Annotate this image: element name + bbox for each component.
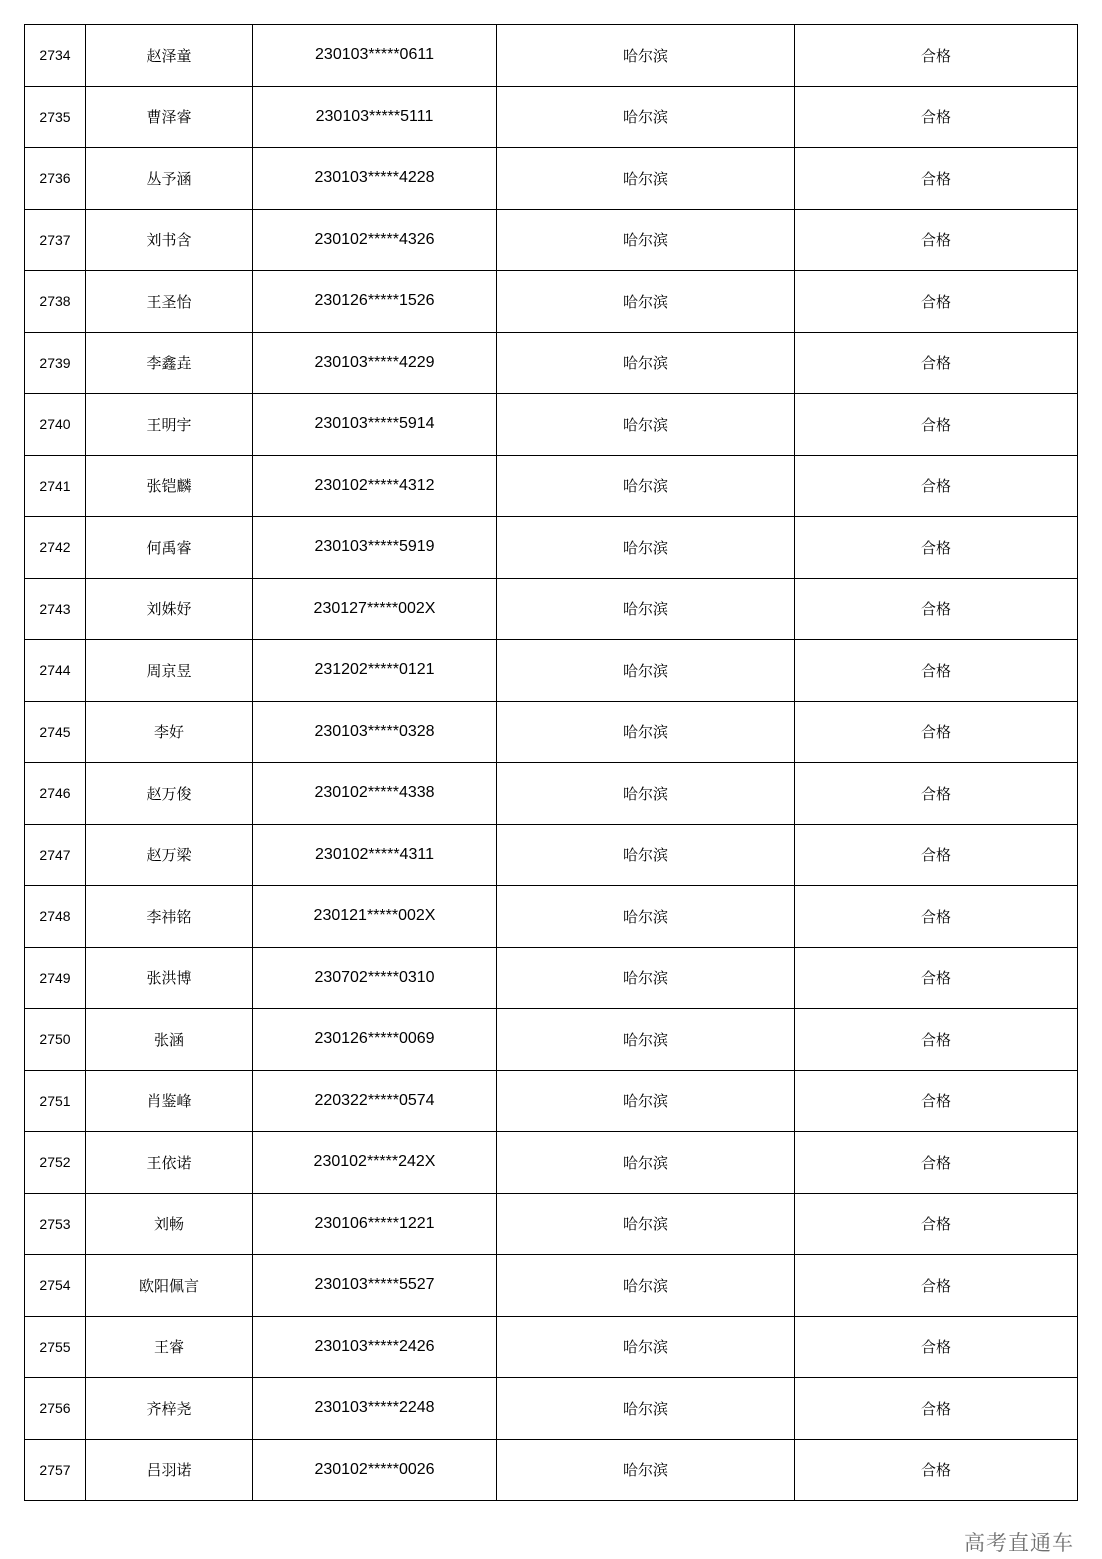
row-number-cell: 2751 <box>25 1070 86 1132</box>
id-number-cell: 230103*****5527 <box>253 1255 497 1317</box>
table-row <box>25 271 1078 333</box>
candidate-name-cell: 何禹睿 <box>86 517 253 579</box>
result-cell: 合格 <box>795 271 1078 333</box>
id-number-cell: 230102*****4312 <box>253 455 497 517</box>
id-number-cell: 220322*****0574 <box>253 1070 497 1132</box>
row-number-cell: 2750 <box>25 1009 86 1071</box>
table-row <box>25 578 1078 640</box>
id-number-cell: 230103*****2426 <box>253 1316 497 1378</box>
row-number-cell: 2738 <box>25 271 86 333</box>
result-cell: 合格 <box>795 209 1078 271</box>
results-table-container <box>24 24 1077 1501</box>
table-row <box>25 947 1078 1009</box>
id-number-cell: 230102*****242X <box>253 1132 497 1194</box>
row-number-cell: 2746 <box>25 763 86 825</box>
candidate-name-cell: 李鑫垚 <box>86 332 253 394</box>
result-cell: 合格 <box>795 517 1078 579</box>
city-cell: 哈尔滨 <box>497 578 795 640</box>
candidate-name-cell: 张洪博 <box>86 947 253 1009</box>
table-row <box>25 455 1078 517</box>
city-cell: 哈尔滨 <box>497 763 795 825</box>
id-number-cell: 230103*****4228 <box>253 148 497 210</box>
row-number-cell: 2737 <box>25 209 86 271</box>
table-row <box>25 25 1078 87</box>
row-number-cell: 2753 <box>25 1193 86 1255</box>
table-row <box>25 886 1078 948</box>
city-cell: 哈尔滨 <box>497 86 795 148</box>
candidate-name-cell: 王睿 <box>86 1316 253 1378</box>
candidate-name-cell: 丛予涵 <box>86 148 253 210</box>
city-cell: 哈尔滨 <box>497 25 795 87</box>
id-number-cell: 230127*****002X <box>253 578 497 640</box>
candidate-name-cell: 刘姝妤 <box>86 578 253 640</box>
candidate-name-cell: 齐梓尧 <box>86 1378 253 1440</box>
table-row <box>25 763 1078 825</box>
table-row <box>25 332 1078 394</box>
result-cell: 合格 <box>795 886 1078 948</box>
result-cell: 合格 <box>795 455 1078 517</box>
result-cell: 合格 <box>795 947 1078 1009</box>
city-cell: 哈尔滨 <box>497 824 795 886</box>
table-row <box>25 1378 1078 1440</box>
candidate-name-cell: 王依诺 <box>86 1132 253 1194</box>
candidate-name-cell: 刘畅 <box>86 1193 253 1255</box>
table-row <box>25 209 1078 271</box>
city-cell: 哈尔滨 <box>497 271 795 333</box>
city-cell: 哈尔滨 <box>497 209 795 271</box>
result-cell: 合格 <box>795 1070 1078 1132</box>
row-number-cell: 2754 <box>25 1255 86 1317</box>
row-number-cell: 2741 <box>25 455 86 517</box>
city-cell: 哈尔滨 <box>497 1009 795 1071</box>
city-cell: 哈尔滨 <box>497 1132 795 1194</box>
row-number-cell: 2736 <box>25 148 86 210</box>
id-number-cell: 230103*****5111 <box>253 86 497 148</box>
table-row <box>25 1316 1078 1378</box>
city-cell: 哈尔滨 <box>497 947 795 1009</box>
candidate-name-cell: 王圣怡 <box>86 271 253 333</box>
candidate-name-cell: 曹泽睿 <box>86 86 253 148</box>
city-cell: 哈尔滨 <box>497 701 795 763</box>
table-row <box>25 1193 1078 1255</box>
city-cell: 哈尔滨 <box>497 640 795 702</box>
id-number-cell: 230126*****1526 <box>253 271 497 333</box>
candidate-name-cell: 赵万梁 <box>86 824 253 886</box>
row-number-cell: 2748 <box>25 886 86 948</box>
id-number-cell: 230126*****0069 <box>253 1009 497 1071</box>
result-cell: 合格 <box>795 701 1078 763</box>
candidate-name-cell: 赵泽童 <box>86 25 253 87</box>
candidate-name-cell: 肖鉴峰 <box>86 1070 253 1132</box>
result-cell: 合格 <box>795 1378 1078 1440</box>
city-cell: 哈尔滨 <box>497 332 795 394</box>
row-number-cell: 2739 <box>25 332 86 394</box>
id-number-cell: 230102*****0026 <box>253 1439 497 1501</box>
result-cell: 合格 <box>795 824 1078 886</box>
candidate-name-cell: 李好 <box>86 701 253 763</box>
row-number-cell: 2747 <box>25 824 86 886</box>
result-cell: 合格 <box>795 1439 1078 1501</box>
id-number-cell: 230103*****0328 <box>253 701 497 763</box>
id-number-cell: 230106*****1221 <box>253 1193 497 1255</box>
result-cell: 合格 <box>795 394 1078 456</box>
city-cell: 哈尔滨 <box>497 1439 795 1501</box>
candidate-name-cell: 刘书含 <box>86 209 253 271</box>
id-number-cell: 230702*****0310 <box>253 947 497 1009</box>
result-cell: 合格 <box>795 25 1078 87</box>
row-number-cell: 2756 <box>25 1378 86 1440</box>
row-number-cell: 2752 <box>25 1132 86 1194</box>
results-table-body <box>25 25 1078 1501</box>
row-number-cell: 2755 <box>25 1316 86 1378</box>
watermark-text: 高考直通车 <box>964 1531 1074 1555</box>
results-table <box>24 24 1078 1501</box>
id-number-cell: 230102*****4311 <box>253 824 497 886</box>
row-number-cell: 2740 <box>25 394 86 456</box>
city-cell: 哈尔滨 <box>497 1378 795 1440</box>
id-number-cell: 230103*****5919 <box>253 517 497 579</box>
city-cell: 哈尔滨 <box>497 455 795 517</box>
result-cell: 合格 <box>795 1193 1078 1255</box>
table-row <box>25 640 1078 702</box>
city-cell: 哈尔滨 <box>497 517 795 579</box>
row-number-cell: 2744 <box>25 640 86 702</box>
row-number-cell: 2735 <box>25 86 86 148</box>
candidate-name-cell: 张铠麟 <box>86 455 253 517</box>
result-cell: 合格 <box>795 763 1078 825</box>
row-number-cell: 2757 <box>25 1439 86 1501</box>
candidate-name-cell: 周京昱 <box>86 640 253 702</box>
table-row <box>25 1070 1078 1132</box>
candidate-name-cell: 欧阳佩言 <box>86 1255 253 1317</box>
table-row <box>25 1439 1078 1501</box>
result-cell: 合格 <box>795 148 1078 210</box>
candidate-name-cell: 李祎铭 <box>86 886 253 948</box>
result-cell: 合格 <box>795 332 1078 394</box>
id-number-cell: 230102*****4338 <box>253 763 497 825</box>
table-row <box>25 824 1078 886</box>
table-row <box>25 148 1078 210</box>
result-cell: 合格 <box>795 578 1078 640</box>
candidate-name-cell: 吕羽诺 <box>86 1439 253 1501</box>
result-cell: 合格 <box>795 1132 1078 1194</box>
id-number-cell: 230102*****4326 <box>253 209 497 271</box>
city-cell: 哈尔滨 <box>497 1255 795 1317</box>
city-cell: 哈尔滨 <box>497 886 795 948</box>
id-number-cell: 230121*****002X <box>253 886 497 948</box>
city-cell: 哈尔滨 <box>497 1070 795 1132</box>
result-cell: 合格 <box>795 1255 1078 1317</box>
table-row <box>25 1009 1078 1071</box>
table-row <box>25 86 1078 148</box>
city-cell: 哈尔滨 <box>497 394 795 456</box>
id-number-cell: 230103*****4229 <box>253 332 497 394</box>
table-row <box>25 701 1078 763</box>
result-cell: 合格 <box>795 640 1078 702</box>
city-cell: 哈尔滨 <box>497 148 795 210</box>
id-number-cell: 230103*****0611 <box>253 25 497 87</box>
table-row <box>25 1132 1078 1194</box>
id-number-cell: 230103*****2248 <box>253 1378 497 1440</box>
row-number-cell: 2745 <box>25 701 86 763</box>
candidate-name-cell: 张涵 <box>86 1009 253 1071</box>
table-row <box>25 517 1078 579</box>
row-number-cell: 2743 <box>25 578 86 640</box>
id-number-cell: 231202*****0121 <box>253 640 497 702</box>
row-number-cell: 2734 <box>25 25 86 87</box>
row-number-cell: 2749 <box>25 947 86 1009</box>
candidate-name-cell: 王明宇 <box>86 394 253 456</box>
row-number-cell: 2742 <box>25 517 86 579</box>
result-cell: 合格 <box>795 1009 1078 1071</box>
candidate-name-cell: 赵万俊 <box>86 763 253 825</box>
table-row <box>25 1255 1078 1317</box>
city-cell: 哈尔滨 <box>497 1193 795 1255</box>
city-cell: 哈尔滨 <box>497 1316 795 1378</box>
result-cell: 合格 <box>795 1316 1078 1378</box>
id-number-cell: 230103*****5914 <box>253 394 497 456</box>
table-row <box>25 394 1078 456</box>
result-cell: 合格 <box>795 86 1078 148</box>
